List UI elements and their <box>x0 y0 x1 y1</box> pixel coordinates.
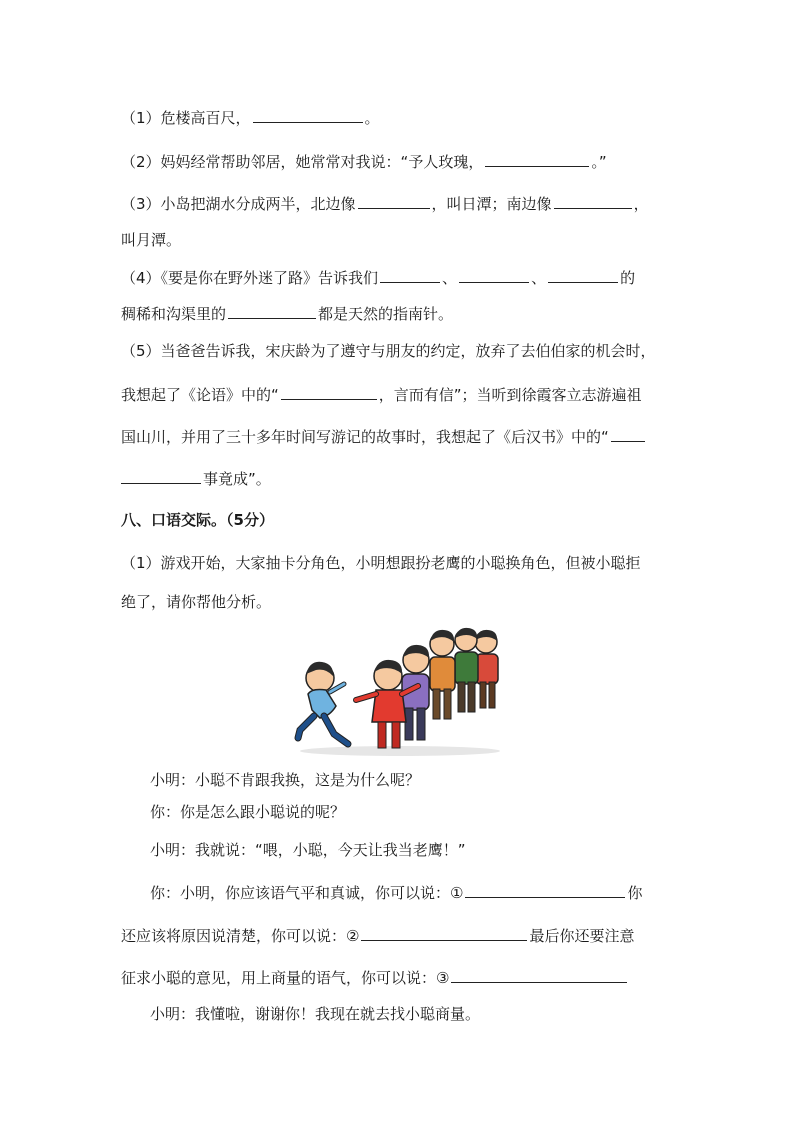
children-playing-illustration <box>290 626 515 758</box>
answer-blank[interactable] <box>121 468 201 484</box>
q7-item-3-cont <box>121 230 181 250</box>
answer-blank[interactable] <box>485 151 589 167</box>
q7-item-5-line4 <box>121 468 271 489</box>
q8-prompt-line-2: 绝了，请你帮他分析。 <box>121 593 272 611</box>
dialog-line-6 <box>121 967 629 988</box>
q8-prompt-line-1: （1）游戏开始，大家抽卡分角色，小明想跟扮老鹰的小聪换角色，但被小聪拒 <box>121 554 641 572</box>
child-green-jacket-figure <box>455 628 478 712</box>
section-8-heading: 八、口语交际。（5分） <box>121 511 274 529</box>
q7-item-5-line3 <box>121 426 647 447</box>
dialog-line-5-end: 最后你还要注意 <box>529 927 635 945</box>
q7-item-5-text3: ，言而有信”；当听到徐霞客立志游遍祖 <box>378 386 642 404</box>
answer-blank-2[interactable] <box>361 925 527 941</box>
q7-item-3 <box>121 193 649 214</box>
q7-item-2-end: 。” <box>591 153 607 171</box>
answer-blank[interactable] <box>281 384 377 400</box>
q7-item-4-text2: 稠稀和沟渠里的 <box>121 305 227 323</box>
answer-blank[interactable] <box>228 303 316 319</box>
q7-item-3-comma: ， <box>633 195 649 213</box>
dialog-line-1: 小明：小聪不肯跟我换，这是为什么呢？ <box>150 771 421 789</box>
dialog-line-2: 你：你是怎么跟小聪说的呢？ <box>150 803 346 821</box>
q7-item-1-end: 。 <box>364 109 380 127</box>
q7-item-5-end: 事竟成”。 <box>203 470 271 488</box>
q7-item-4-end: 都是天然的指南针。 <box>318 305 454 323</box>
q7-item-5-line2 <box>121 384 642 405</box>
dialog-line-3: 小明：我就说：“喂，小聪，今天让我当老鹰！” <box>150 841 466 859</box>
q7-item-2 <box>121 151 607 172</box>
q7-item-3-end: 叫月潭。 <box>121 231 182 249</box>
q7-item-1-text: （1）危楼高百尺， <box>121 109 251 127</box>
q7-item-3-text: （3）小岛把湖水分成两半，北边像 <box>121 195 356 213</box>
answer-blank-3[interactable] <box>451 967 627 983</box>
dialog-line-7: 小明：我懂啦，谢谢你！我现在就去找小聪商量。 <box>150 1005 481 1023</box>
q7-item-4-de: 的 <box>620 269 636 287</box>
answer-blank-1[interactable] <box>465 882 625 898</box>
q7-item-5-text2: 我想起了《论语》中的“ <box>121 386 279 404</box>
answer-blank[interactable] <box>358 193 430 209</box>
dialog-line-4-text: 你：小明，你应该语气平和真诚，你可以说：① <box>150 884 464 902</box>
child-orange-jacket-figure <box>430 630 455 719</box>
answer-blank[interactable] <box>253 107 363 123</box>
answer-blank[interactable] <box>548 267 618 283</box>
answer-blank[interactable] <box>554 193 632 209</box>
q7-item-4-text: （4）《要是你在野外迷了路》告诉我们 <box>121 269 379 287</box>
q7-item-4-sep1: 、 <box>442 269 458 287</box>
child-blue-shirt-figure <box>298 662 348 744</box>
q7-item-3-mid: ，叫日潭；南边像 <box>431 195 552 213</box>
dialog-line-5-text: 还应该将原因说清楚，你可以说：② <box>121 927 360 945</box>
q7-item-4-cont <box>121 303 453 324</box>
answer-blank[interactable] <box>380 267 440 283</box>
dialog-line-6-text: 征求小聪的意见，用上商量的语气，你可以说：③ <box>121 969 450 987</box>
dialog-line-4-end: 你 <box>627 884 643 902</box>
q7-item-5-line1 <box>121 341 656 361</box>
answer-blank[interactable] <box>459 267 529 283</box>
q7-item-5-text1: （5）当爸爸告诉我，宋庆龄为了遵守与朋友的约定，放弃了去伯伯家的机会时， <box>121 342 656 360</box>
q7-item-5-text4: 国山川，并用了三十多年时间写游记的故事时，我想起了《后汉书》中的“ <box>121 428 609 446</box>
answer-blank[interactable] <box>611 426 645 442</box>
q7-item-1 <box>121 107 380 128</box>
q7-item-4 <box>121 267 635 288</box>
q7-item-4-sep2: 、 <box>531 269 547 287</box>
q7-item-2-text: （2）妈妈经常帮助邻居，她常常对我说：“予人玫瑰， <box>121 153 484 171</box>
dialog-line-5 <box>121 925 634 946</box>
dialog-line-4 <box>150 882 642 903</box>
